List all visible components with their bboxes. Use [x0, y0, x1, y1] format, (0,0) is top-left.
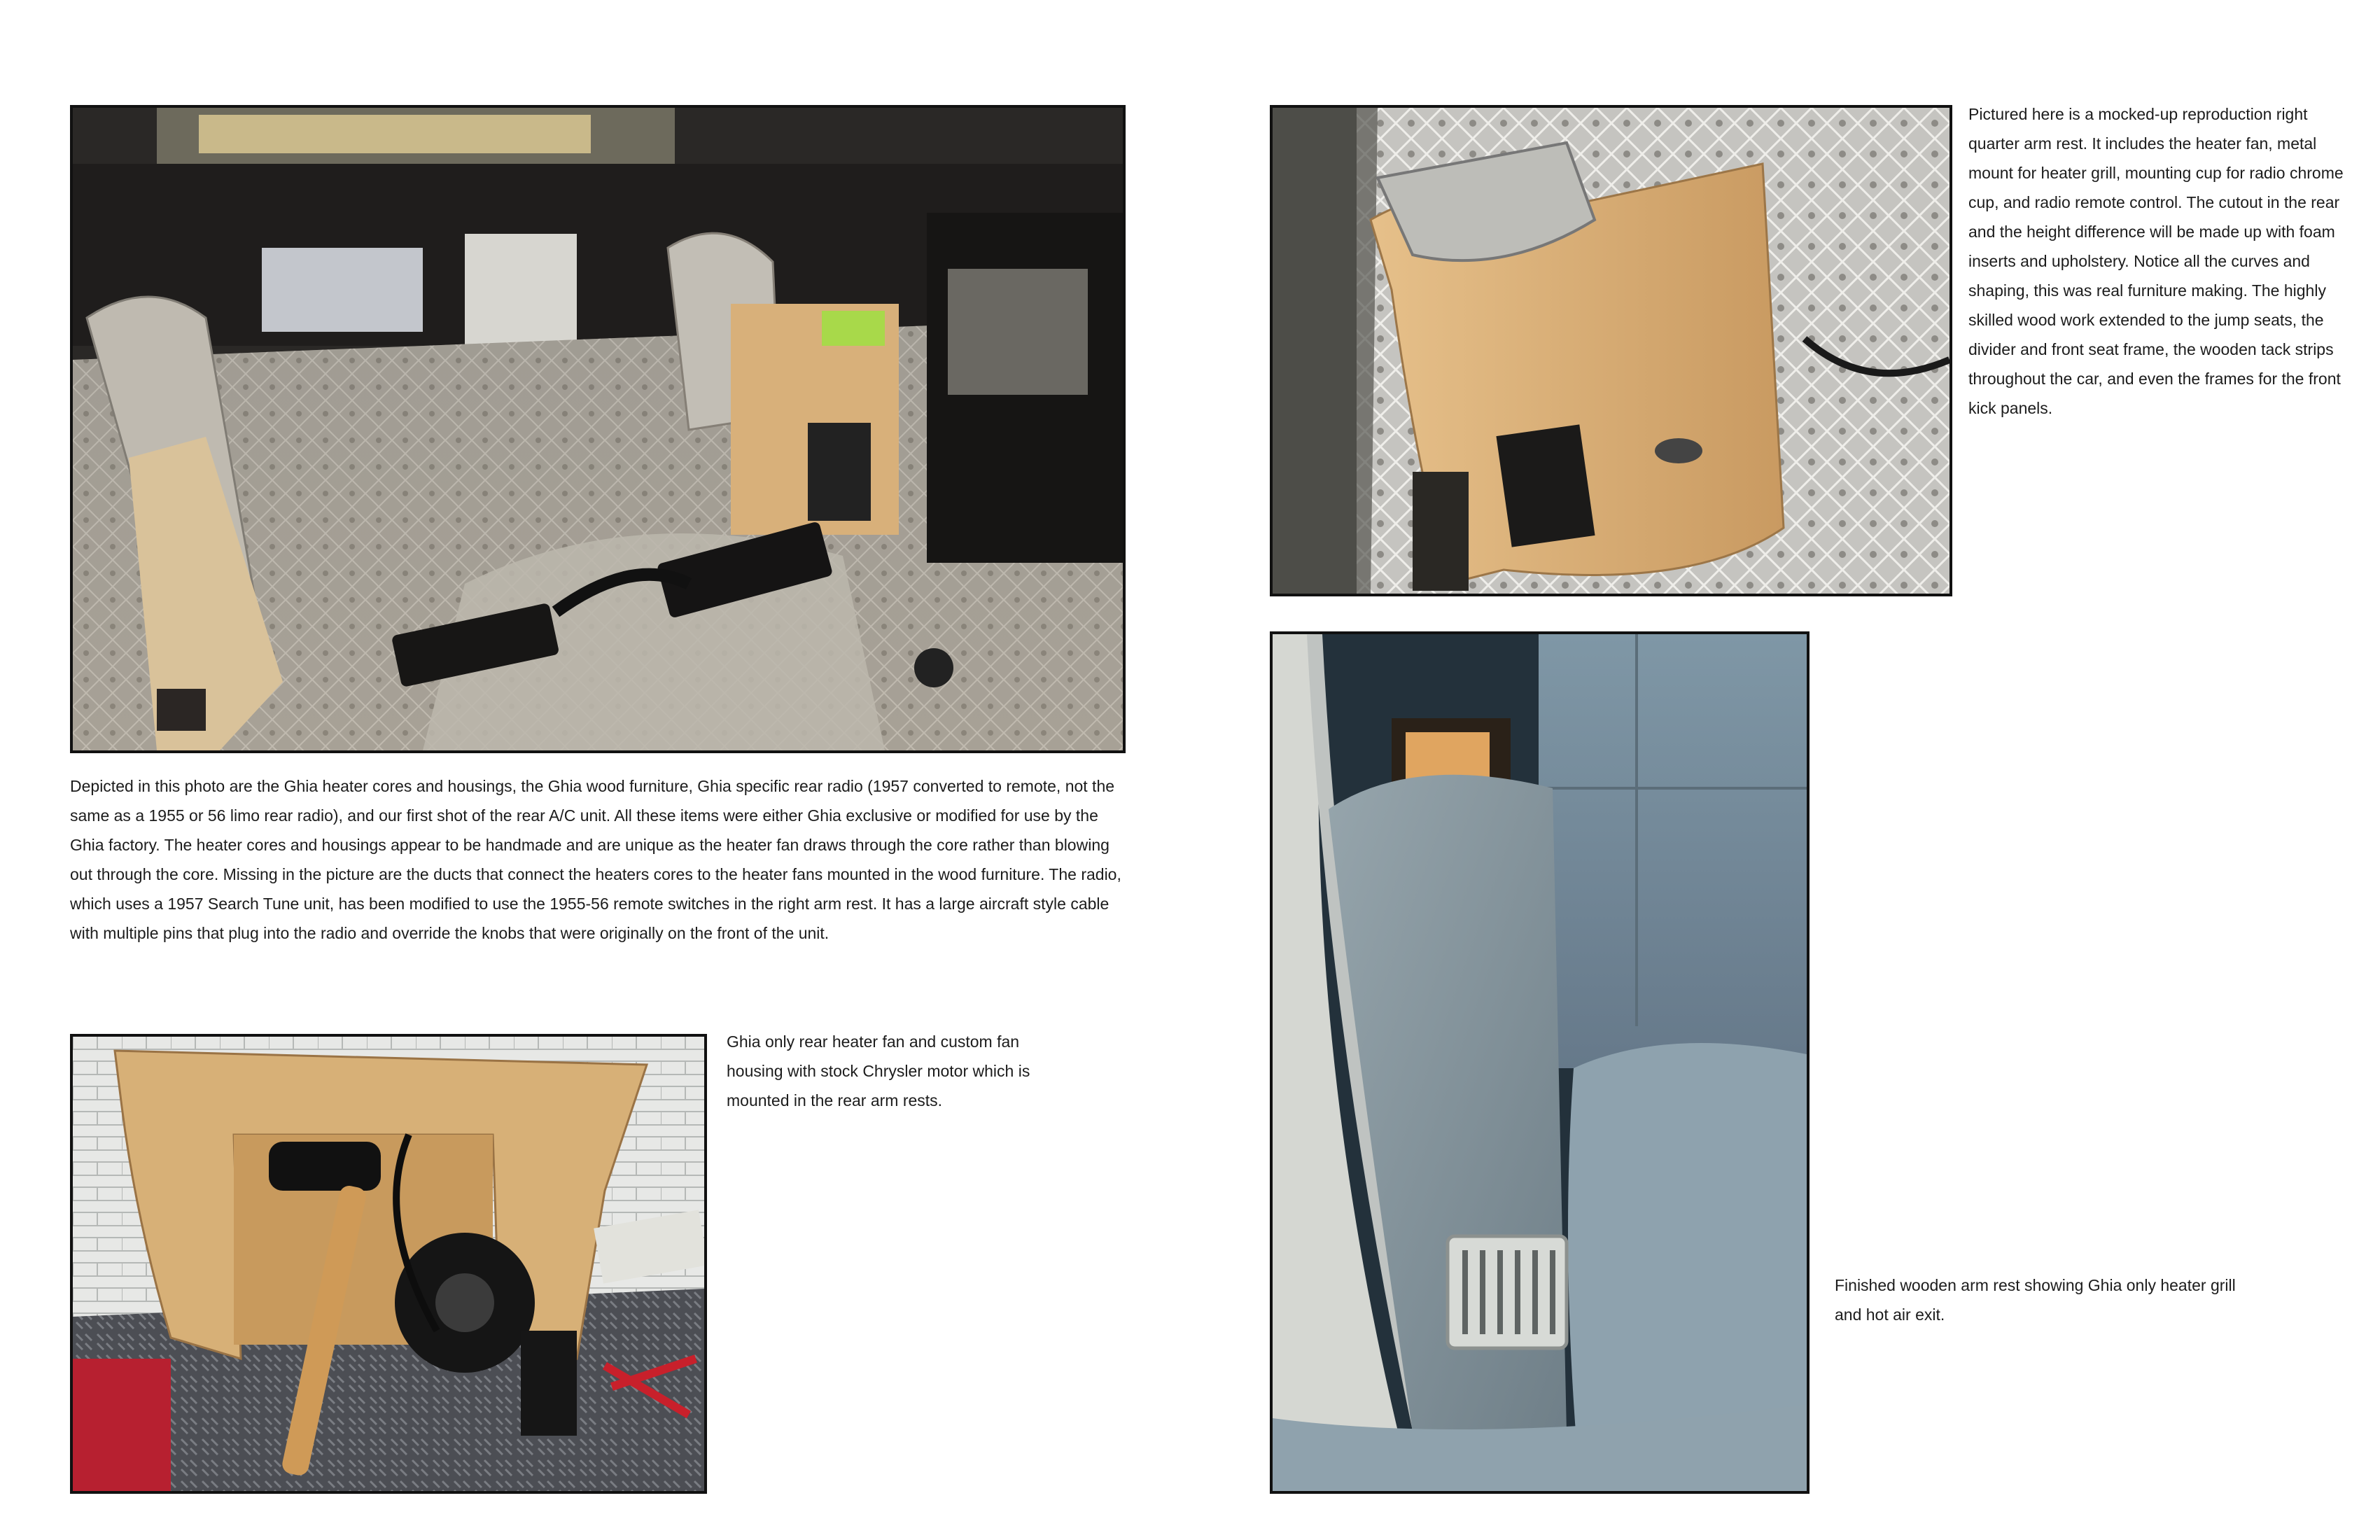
- caption-interior: [70, 771, 1127, 948]
- caption-mockup: [1968, 99, 2346, 423]
- caption-mockup-text: Pictured here is a mocked-up reproduction right quarter arm rest. It includes the heater fan, metal mount for heater grill, mounting cup for radio chrome cup, and radio remote control. The cutout in the rear and the height difference will be made up with foam inserts and upholstery. Notice all the curves and shaping, this was real furniture making. The highly skilled wood work extended to the jump seats, the divider and front seat frame, the wooden tack strips throughout the car, and even the frames for the front kick panels.: [1968, 105, 2344, 417]
- photo-armrest-mockup: [1270, 105, 1952, 596]
- photo-interior: [70, 105, 1126, 753]
- photo-fan-housing: [70, 1034, 707, 1494]
- photo-finished-armrest: [1270, 631, 1809, 1494]
- caption-fan-text: Ghia only rear heater fan and custom fan housing with stock Chrysler motor which is mounted in the rear arm rests.: [727, 1032, 1030, 1110]
- caption-interior-text: Depicted in this photo are the Ghia heater cores and housings, the Ghia wood furniture, Ghia specific rear radio (1957 converted to remote, not the same as a 1955 or 56 limo rear radio), and our first shot of the rear A/C unit. All these items were either Ghia exclusive or modified for use by the Ghia factory. The heater cores and housings appear to be handmade and are unique as the heater fan draws through the core rather than blowing out through the core. Missing in the picture are the ducts that connect the heaters cores to the heater fans mounted in the wood furniture. The radio, which uses a 1957 Search Tune unit, has been modified to use the 1955-56 remote switches in the right arm rest. It has a large aircraft style cable with multiple pins that plug into the radio and override the knobs that were originally on the front of the unit.: [70, 777, 1121, 942]
- caption-fan: [727, 1027, 1077, 1115]
- caption-finished: [1835, 1270, 2241, 1329]
- caption-finished-text: Finished wooden arm rest showing Ghia only heater grill and hot air exit.: [1835, 1276, 2236, 1324]
